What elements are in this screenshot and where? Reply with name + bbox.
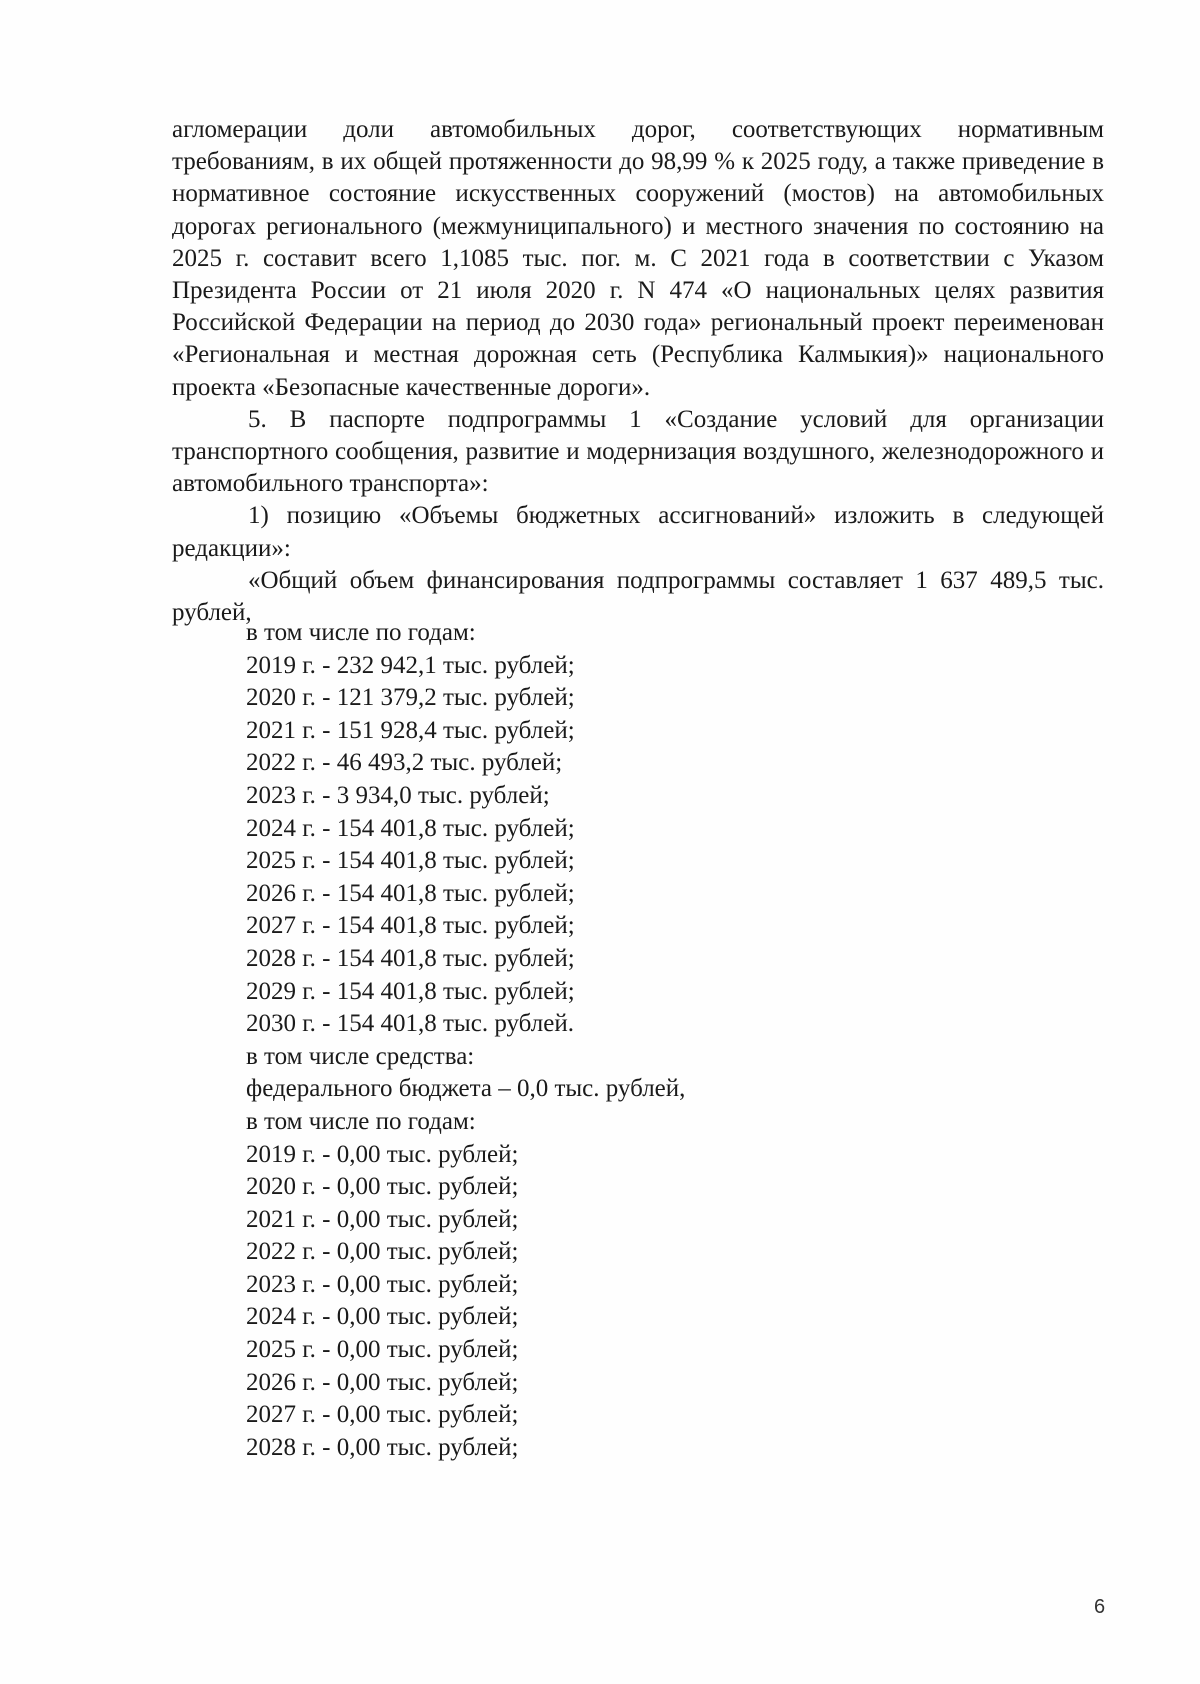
- paragraph-budget-position: 1) позицию «Объемы бюджетных ассигнований» изложить в следующей редакции»:: [172, 502, 1104, 562]
- list-item: 2026 г. - 0,00 тыс. рублей;: [246, 1368, 519, 1396]
- list-item: 2028 г. - 154 401,8 тыс. рублей;: [246, 944, 575, 972]
- paragraph-agglomeration-roads: агломерации доли автомобильных дорог, соответствующих нормативным требованиям, в их общей протяженности до 98,99 % к 2025 году, а также приведение в нормативное состояние искусственных сооружений (мостов) на автомобильных дорогах регионального (межмуниципального) и местного значения по состоянию на 2025 г. составит всего 1,1085 тыс. пог. м. С 2021 года в соответствии с Указом Президента России от 21 июля 2020 г. N 474 «О национальных целях развития Российской Федерации на период до 2030 года» региональный проект переименован «Региональная и местная дорожная сеть (Республика Калмыкия)» национального проекта «Безопасные качественные дороги».: [172, 116, 1104, 401]
- list-item: 2025 г. - 0,00 тыс. рублей;: [246, 1336, 519, 1364]
- list-item: 2030 г. - 154 401,8 тыс. рублей.: [246, 1010, 574, 1038]
- paragraph-total-funding: «Общий объем финансирования подпрограммы составляет 1 637 489,5 тыс. рублей,: [172, 566, 1104, 627]
- list-item: 2028 г. - 0,00 тыс. рублей;: [246, 1433, 519, 1461]
- federal-budget-line: федерального бюджета – 0,0 тыс. рублей,: [246, 1075, 686, 1103]
- list-item: 2022 г. - 46 493,2 тыс. рублей;: [246, 749, 563, 777]
- list-item: 2026 г. - 154 401,8 тыс. рублей;: [246, 879, 575, 907]
- list-item: 2024 г. - 0,00 тыс. рублей;: [246, 1303, 519, 1331]
- list-item: 2029 г. - 154 401,8 тыс. рублей;: [246, 977, 575, 1005]
- federal-by-years-label: в том числе по годам:: [246, 1107, 476, 1135]
- list-item: 2020 г. - 0,00 тыс. рублей;: [246, 1173, 519, 1201]
- list-item: 2024 г. - 154 401,8 тыс. рублей;: [246, 814, 575, 842]
- list-item: 2023 г. - 0,00 тыс. рублей;: [246, 1270, 519, 1298]
- page-number: 6: [1094, 1596, 1106, 1618]
- list-item: 2019 г. - 0,00 тыс. рублей;: [246, 1140, 519, 1168]
- list-item: 2021 г. - 0,00 тыс. рублей;: [246, 1205, 519, 1233]
- funds-label: в том числе средства:: [246, 1042, 475, 1070]
- document-body-text: [172, 114, 1104, 629]
- paragraph-passport-subprogram: 5. В паспорте подпрограммы 1 «Создание условий для организации транспортного сообщения, развитие и модернизация воздушного, железнодорожного и автомобильного транспорта»:: [172, 405, 1104, 498]
- list-item: 2019 г. - 232 942,1 тыс. рублей;: [246, 651, 575, 679]
- list-item: 2027 г. - 154 401,8 тыс. рублей;: [246, 912, 575, 940]
- list-item: 2022 г. - 0,00 тыс. рублей;: [246, 1238, 519, 1266]
- list-item: 2020 г. - 121 379,2 тыс. рублей;: [246, 684, 575, 712]
- list-item: 2023 г. - 3 934,0 тыс. рублей;: [246, 781, 550, 809]
- total-by-years-label: в том числе по годам:: [246, 619, 476, 646]
- funding-by-years-list: [246, 617, 685, 1464]
- list-item: 2025 г. - 154 401,8 тыс. рублей;: [246, 847, 575, 875]
- list-item: 2021 г. - 151 928,4 тыс. рублей;: [246, 716, 575, 744]
- list-item: 2027 г. - 0,00 тыс. рублей;: [246, 1401, 519, 1429]
